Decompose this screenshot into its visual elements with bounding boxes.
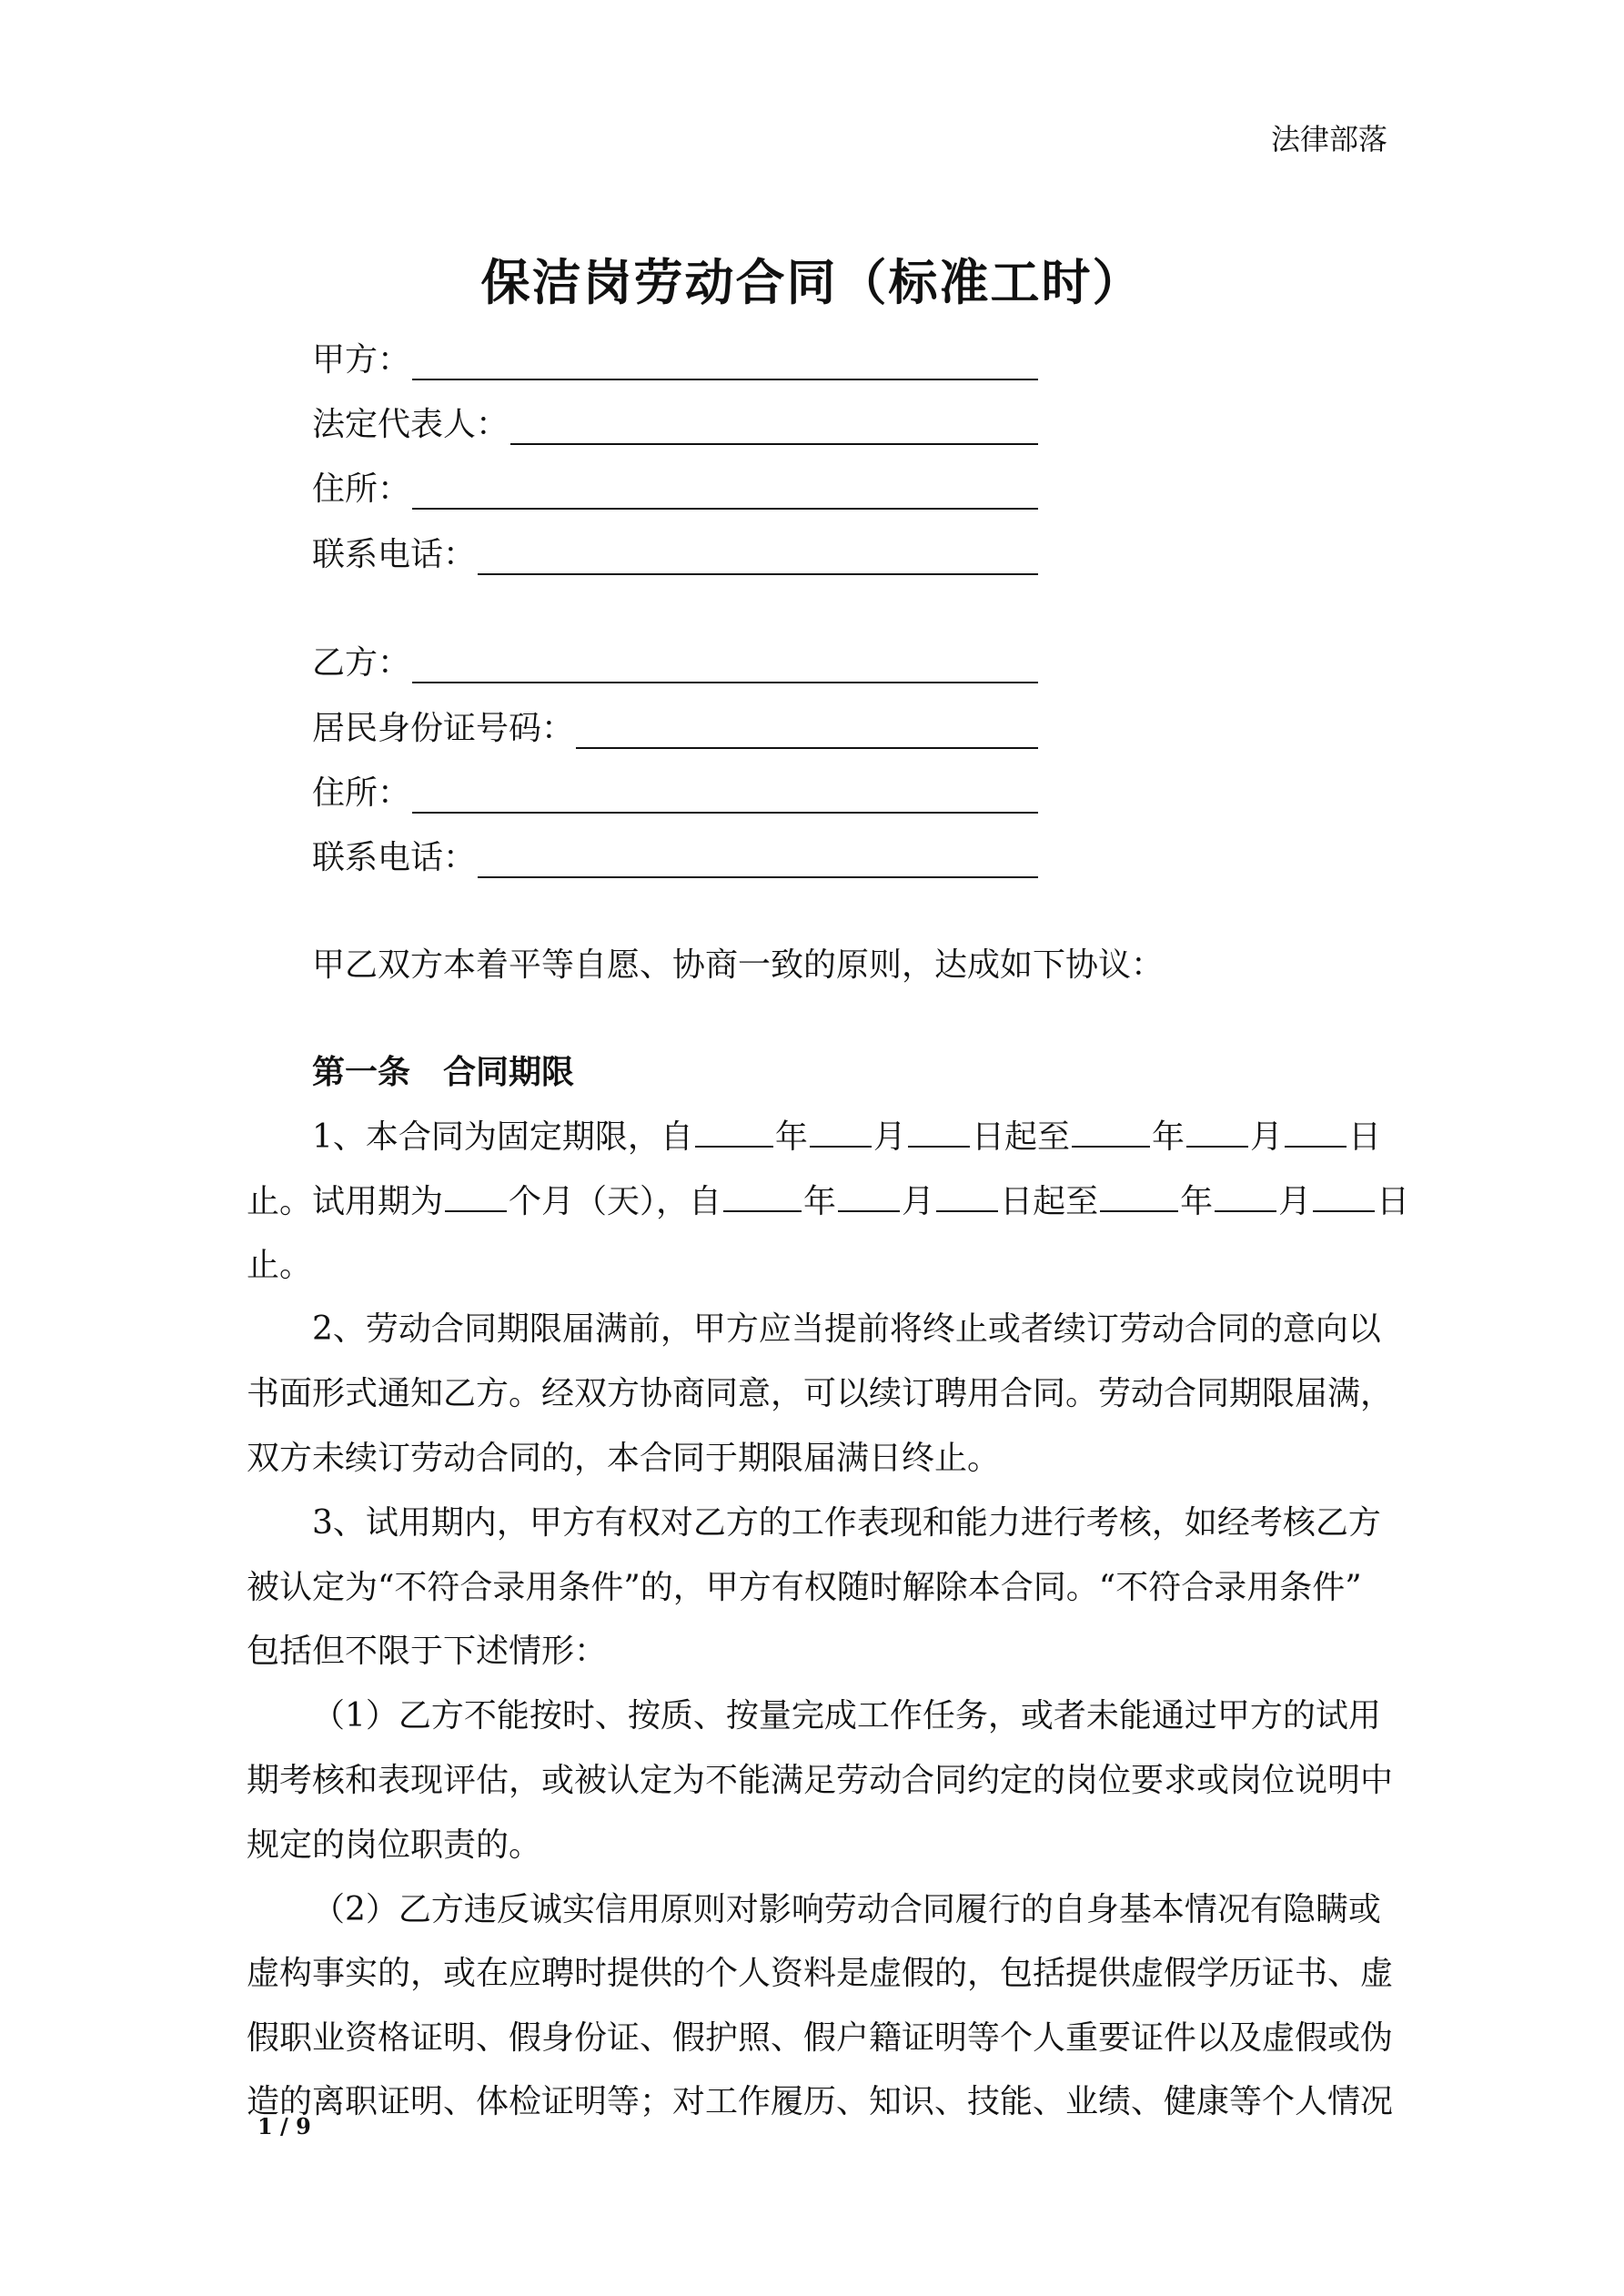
header-tag: 法律部落	[1270, 122, 1387, 157]
party-b-address-field	[312, 767, 1038, 814]
item-2-line: 造的离职证明、体检证明等；对工作履历、知识、技能、业绩、健康等个人情况	[247, 2083, 1394, 2120]
clause-2-line: 双方未续订劳动合同的，本合同于期限届满日终止。	[247, 1440, 1001, 1477]
clause-2-line: 书面形式通知乙方。经双方协商同意，可以续订聘用合同。劳动合同期限届满，	[247, 1375, 1394, 1412]
blank-line	[412, 351, 1038, 380]
party-b-id-field	[312, 703, 1038, 749]
item-2-line: （2）乙方违反诚实信用原则对影响劳动合同履行的自身基本情况有隐瞒或	[312, 1891, 1381, 1928]
blank-line	[412, 480, 1038, 510]
blank-line	[445, 1183, 507, 1212]
clause-text: 年	[1151, 1118, 1185, 1156]
blank-line	[478, 546, 1038, 575]
blank-line	[412, 654, 1038, 683]
clause-3-line: 被认定为“不符合录用条件”的，甲方有权随时解除本合同。“不符合录用条件”	[247, 1569, 1362, 1606]
party-a-rep-field	[312, 399, 1038, 445]
item-1-line: （1）乙方不能按时、按质、按量完成工作任务，或者未能通过甲方的试用	[312, 1697, 1381, 1735]
party-a-phone-field	[312, 529, 1038, 575]
field-label: 甲方：	[312, 341, 411, 379]
blank-line	[412, 784, 1038, 814]
clause-3-line: 3、试用期内，甲方有权对乙方的工作表现和能力进行考核，如经考核乙方	[312, 1504, 1381, 1542]
clause-2-line: 2、劳动合同期限届满前，甲方应当提前将终止或者续订劳动合同的意向以	[312, 1310, 1381, 1348]
blank-line	[838, 1183, 900, 1212]
blank-line	[510, 416, 1038, 445]
blank-line	[478, 849, 1038, 878]
party-a-name-field	[312, 334, 1038, 380]
item-1-line: 期考核和表现评估，或被认定为不能满足劳动合同约定的岗位要求或岗位说明中	[247, 1762, 1394, 1799]
clause-text: 日	[1347, 1118, 1381, 1156]
blank-line	[723, 1183, 802, 1212]
field-label: 乙方：	[312, 644, 411, 682]
page-number: 1 / 9	[257, 2113, 311, 2139]
clause-1-line-1	[312, 1111, 1381, 1158]
item-2-line: 假职业资格证明、假身份证、假护照、假户籍证明等个人重要证件以及虚假或伪	[247, 2019, 1394, 2057]
field-label: 住所：	[312, 774, 411, 812]
party-b-name-field	[312, 637, 1038, 683]
intro-paragraph: 甲乙双方本着平等自愿、协商一致的原则，达成如下协议：	[312, 946, 1165, 984]
clause-text: 年	[803, 1183, 837, 1220]
clause-text: 个月（天），自	[509, 1183, 722, 1220]
party-b-phone-field	[312, 832, 1038, 878]
blank-line	[908, 1118, 970, 1148]
clause-text: 1、本合同为固定期限，自	[312, 1118, 693, 1156]
blank-line	[1215, 1183, 1276, 1212]
blank-line	[1285, 1118, 1347, 1148]
clause-text: 年	[1180, 1183, 1214, 1220]
field-label: 联系电话：	[312, 839, 477, 876]
field-label: 联系电话：	[312, 536, 477, 573]
clause-text: 月	[1278, 1183, 1312, 1220]
field-label: 法定代表人：	[312, 406, 509, 443]
field-label: 居民身份证号码：	[312, 710, 575, 747]
blank-line	[1100, 1183, 1178, 1212]
blank-line	[936, 1183, 998, 1212]
document-title: 保洁岗劳动合同（标准工时）	[480, 253, 1144, 311]
clause-text: 日起至	[971, 1118, 1070, 1156]
clause-text: 日	[1377, 1183, 1410, 1220]
item-2-line: 虚构事实的，或在应聘时提供的个人资料是虚假的，包括提供虚假学历证书、虚	[247, 1955, 1394, 1992]
clause-text: 月	[1249, 1118, 1283, 1156]
clause-1-line-2	[247, 1176, 1409, 1222]
clause-text: 年	[774, 1118, 808, 1156]
party-a-address-field	[312, 463, 1038, 510]
clause-text: 日起至	[1000, 1183, 1099, 1220]
clause-text: 月	[902, 1183, 935, 1220]
item-1-line: 规定的岗位职责的。	[247, 1826, 542, 1864]
field-label: 住所：	[312, 470, 411, 508]
blank-line	[1072, 1118, 1150, 1148]
blank-line	[1313, 1183, 1375, 1212]
article-1-heading: 第一条 合同期限	[312, 1053, 575, 1091]
clause-3-line: 包括但不限于下述情形：	[247, 1633, 608, 1670]
clause-text: 月	[873, 1118, 906, 1156]
blank-line	[810, 1118, 872, 1148]
clause-text: 止。试用期为	[247, 1183, 444, 1220]
clause-1-line-3: 止。	[247, 1247, 313, 1284]
blank-line	[695, 1118, 773, 1148]
blank-line	[576, 720, 1038, 749]
blank-line	[1186, 1118, 1248, 1148]
